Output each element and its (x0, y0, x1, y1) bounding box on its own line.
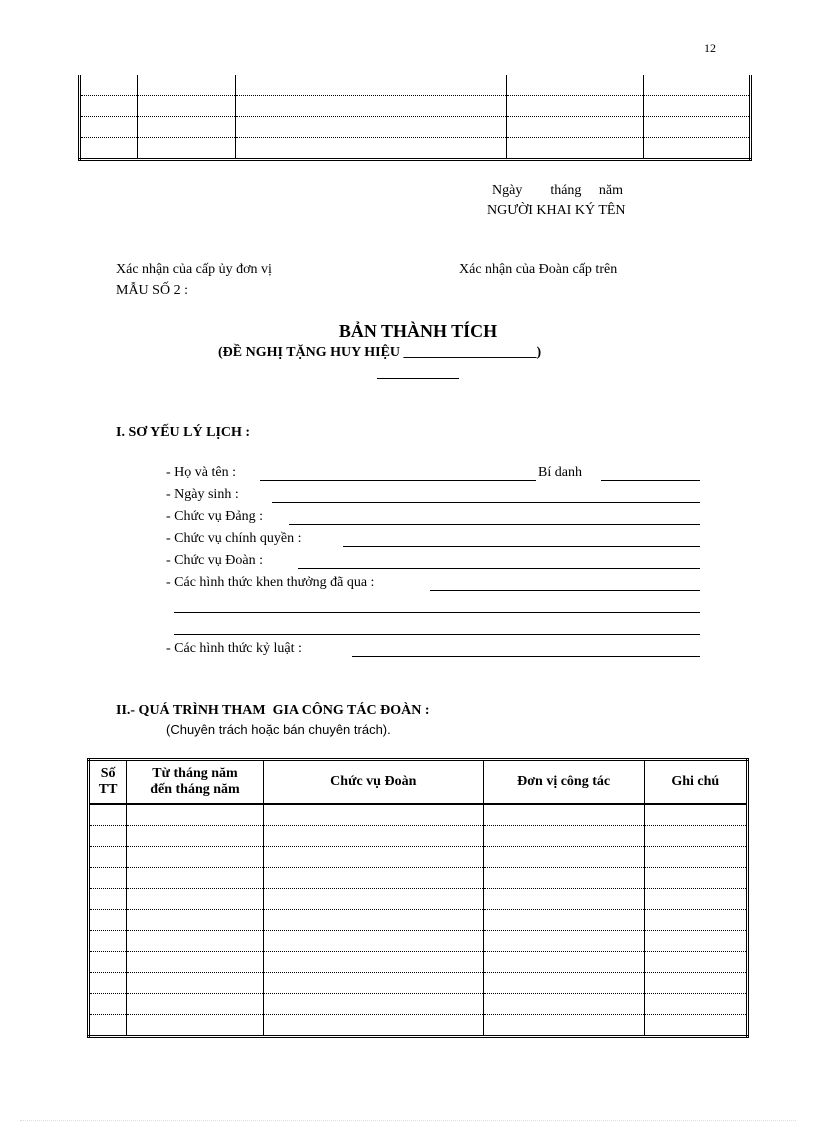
table-row (89, 1015, 748, 1037)
table-row (80, 117, 751, 138)
column-header-stt-line1: Số (100, 766, 116, 781)
signature-signer: NGƯỜI KHAI KÝ TÊN (487, 203, 626, 218)
confirmation-right: Xác nhận của Đoàn cấp trên (459, 262, 618, 277)
table-row (89, 931, 748, 952)
section2-heading: II.- QUÁ TRÌNH THAM GIA CÔNG TÁC ĐOÀN : (116, 703, 430, 718)
signature-date: Ngày tháng năm (492, 183, 624, 198)
table-row (80, 138, 751, 160)
table-row (89, 910, 748, 931)
column-header-period (127, 760, 264, 805)
label-awards: - Các hình thức khen thưởng đã qua : (166, 575, 375, 590)
party-position-field[interactable] (289, 524, 700, 525)
name-field[interactable] (260, 480, 536, 481)
title-underline (377, 378, 459, 379)
column-header-stt-line2: TT (98, 782, 118, 797)
column-header-note: Ghi chú (644, 760, 748, 805)
table-row (89, 952, 748, 973)
previous-table-continuation (78, 75, 752, 161)
label-name: - Họ và tên : (166, 465, 236, 480)
section2-note: (Chuyên trách hoặc bán chuyên trách). (166, 722, 391, 737)
table-row (89, 847, 748, 868)
section1-heading: I. SƠ YẾU LÝ LỊCH : (116, 425, 251, 440)
awards-field-line3[interactable] (174, 634, 700, 635)
union-work-history-table (87, 758, 749, 1038)
label-alias: Bí danh (538, 465, 582, 480)
label-party-position: - Chức vụ Đảng : (166, 509, 264, 524)
table-row (80, 75, 751, 96)
document-title: BẢN THÀNH TÍCH (338, 321, 498, 341)
union-position-field[interactable] (298, 568, 700, 569)
awards-field-line2[interactable] (174, 612, 700, 613)
column-header-period-line2: đến tháng năm (150, 782, 240, 797)
table-row (89, 889, 748, 910)
table-row (89, 994, 748, 1015)
column-header-unit: Đơn vị công tác (483, 760, 644, 805)
column-header-period-line1: Từ tháng năm (152, 766, 238, 781)
confirmation-left: Xác nhận của cấp ủy đơn vị (116, 262, 272, 277)
awards-field[interactable] (430, 590, 700, 591)
label-dob: - Ngày sinh : (166, 487, 239, 502)
page-bottom-edge (20, 1120, 796, 1121)
table-row (89, 826, 748, 847)
government-position-field[interactable] (343, 546, 700, 547)
dob-field[interactable] (272, 502, 700, 503)
discipline-field[interactable] (352, 656, 700, 657)
label-union-position: - Chức vụ Đoàn : (166, 553, 264, 568)
label-government-position: - Chức vụ chính quyền : (166, 531, 302, 546)
alias-field[interactable] (601, 480, 700, 481)
column-header-position: Chức vụ Đoàn (263, 760, 483, 805)
table-row (80, 96, 751, 117)
table-row (89, 973, 748, 994)
table-header-row (89, 760, 748, 805)
label-discipline: - Các hình thức kỷ luật : (166, 641, 302, 656)
table-row (89, 868, 748, 889)
column-header-stt (89, 760, 127, 805)
document-subtitle: (ĐỀ NGHỊ TẶNG HUY HIỆU ___________________) (218, 345, 542, 360)
table-row (89, 804, 748, 826)
form-code: MẪU SỐ 2 : (116, 283, 188, 298)
page-number: 12 (704, 41, 716, 55)
